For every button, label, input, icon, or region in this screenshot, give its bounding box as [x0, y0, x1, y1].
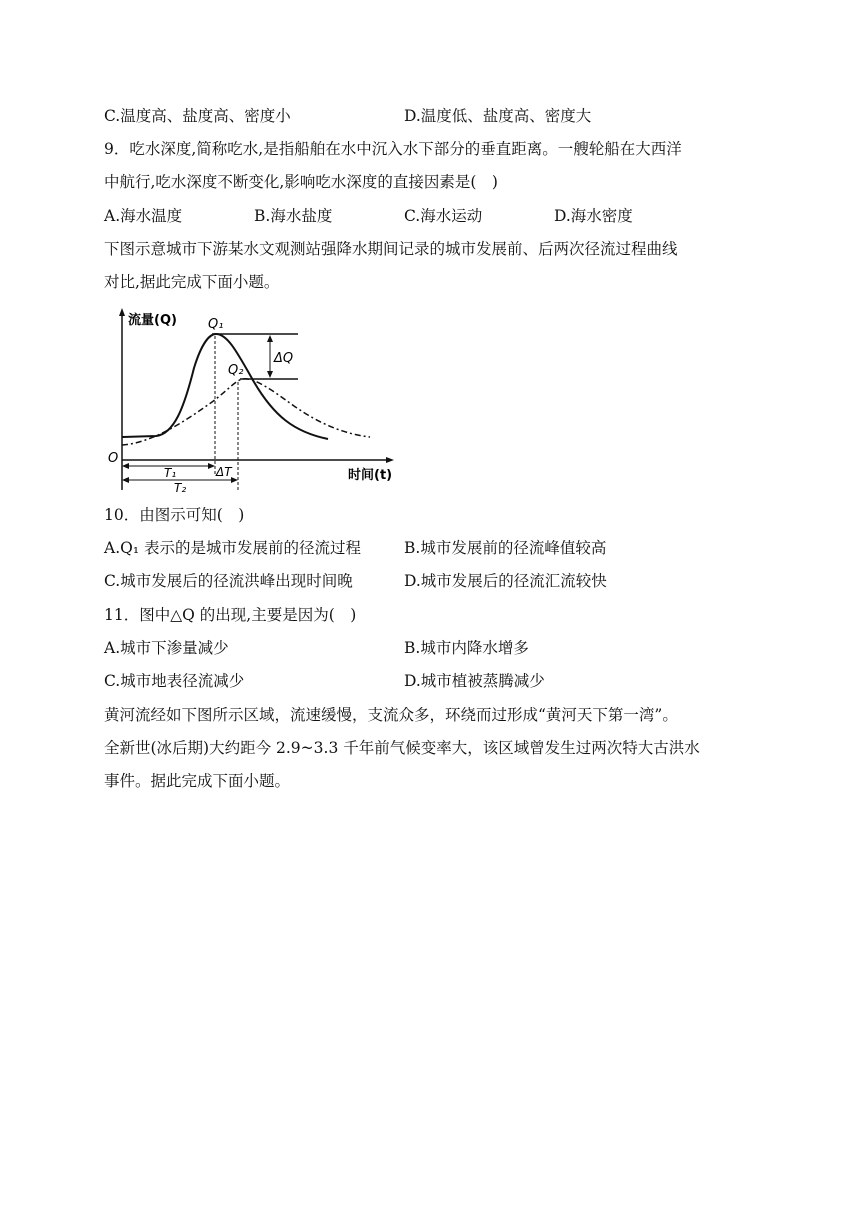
- y-axis-label: 流量(Q): [128, 313, 177, 328]
- q11-option-c: C.城市地表径流减少: [104, 672, 245, 690]
- q11-option-a: A.城市下渗量减少: [104, 639, 229, 657]
- post-development-curve: [122, 334, 328, 439]
- q9-stem-line1: 9．吃水深度,简称吃水,是指船舶在水中沉入水下部分的垂直距离。一艘轮船在大西洋: [104, 140, 682, 158]
- q11-option-d: D.城市植被蒸腾减少: [404, 672, 545, 690]
- q9-option-c: C.海水运动: [404, 207, 483, 225]
- delta-q-arrow-top: [267, 335, 273, 342]
- q9-option-b: B.海水盐度: [254, 207, 333, 225]
- origin-label: O: [108, 451, 119, 466]
- q10-option-c: C.城市发展后的径流洪峰出现时间晚: [104, 572, 353, 590]
- q2-label: Q₂: [228, 363, 244, 378]
- q11-option-b: B.城市内降水增多: [404, 639, 529, 657]
- q9-option-d: D.海水密度: [554, 207, 633, 225]
- q9-stem-line2: 中航行,吃水深度不断变化,影响吃水深度的直接因素是( ): [104, 173, 498, 191]
- delta-q-label: ΔQ: [274, 351, 294, 366]
- pre-development-curve: [122, 379, 370, 445]
- t1-arrow-left: [122, 463, 129, 469]
- intro1-line2: 对比,据此完成下面小题。: [104, 273, 280, 291]
- q8-option-d: D.温度低、盐度高、密度大: [404, 107, 592, 125]
- t2-arrow-left: [122, 477, 129, 483]
- q8-option-c: C.温度高、盐度高、密度小: [104, 107, 291, 125]
- t2-label: T₂: [174, 481, 187, 495]
- q10-option-d: D.城市发展后的径流汇流较快: [404, 572, 607, 590]
- q11-stem: 11．图中△Q 的出现,主要是因为( ): [104, 606, 357, 624]
- intro1-line1: 下图示意城市下游某水文观测站强降水期间记录的城市发展前、后两次径流过程曲线: [104, 240, 678, 258]
- y-axis-arrow: [119, 308, 125, 316]
- intro2-line1: 黄河流经如下图所示区域，流速缓慢，支流众多，环绕而过形成“黄河天下第一湾”。: [104, 706, 678, 724]
- hydrograph-svg: [104, 306, 394, 498]
- intro2-line3: 事件。据此完成下面小题。: [104, 772, 291, 790]
- q10-stem: 10．由图示可知( ): [104, 506, 245, 524]
- q9-option-a: A.海水温度: [104, 207, 183, 225]
- runoff-hydrograph-figure: [104, 306, 394, 498]
- x-axis-arrow: [386, 457, 394, 463]
- delta-t-label: ΔT: [216, 465, 232, 479]
- x-axis-label: 时间(t): [348, 468, 393, 483]
- t1-arrow-right: [208, 463, 215, 469]
- delta-q-arrow-bottom: [267, 371, 273, 378]
- q10-option-b: B.城市发展前的径流峰值较高: [404, 539, 607, 557]
- intro2-line2: 全新世(冰后期)大约距今 2.9~3.3 千年前气候变率大，该区域曾发生过两次特大古洪水: [104, 739, 700, 757]
- t1-label: T₁: [164, 466, 177, 480]
- q1-label: Q₁: [208, 317, 224, 332]
- t2-arrow-right: [231, 477, 238, 483]
- q10-option-a: A.Q₁ 表示的是城市发展前的径流过程: [104, 539, 361, 557]
